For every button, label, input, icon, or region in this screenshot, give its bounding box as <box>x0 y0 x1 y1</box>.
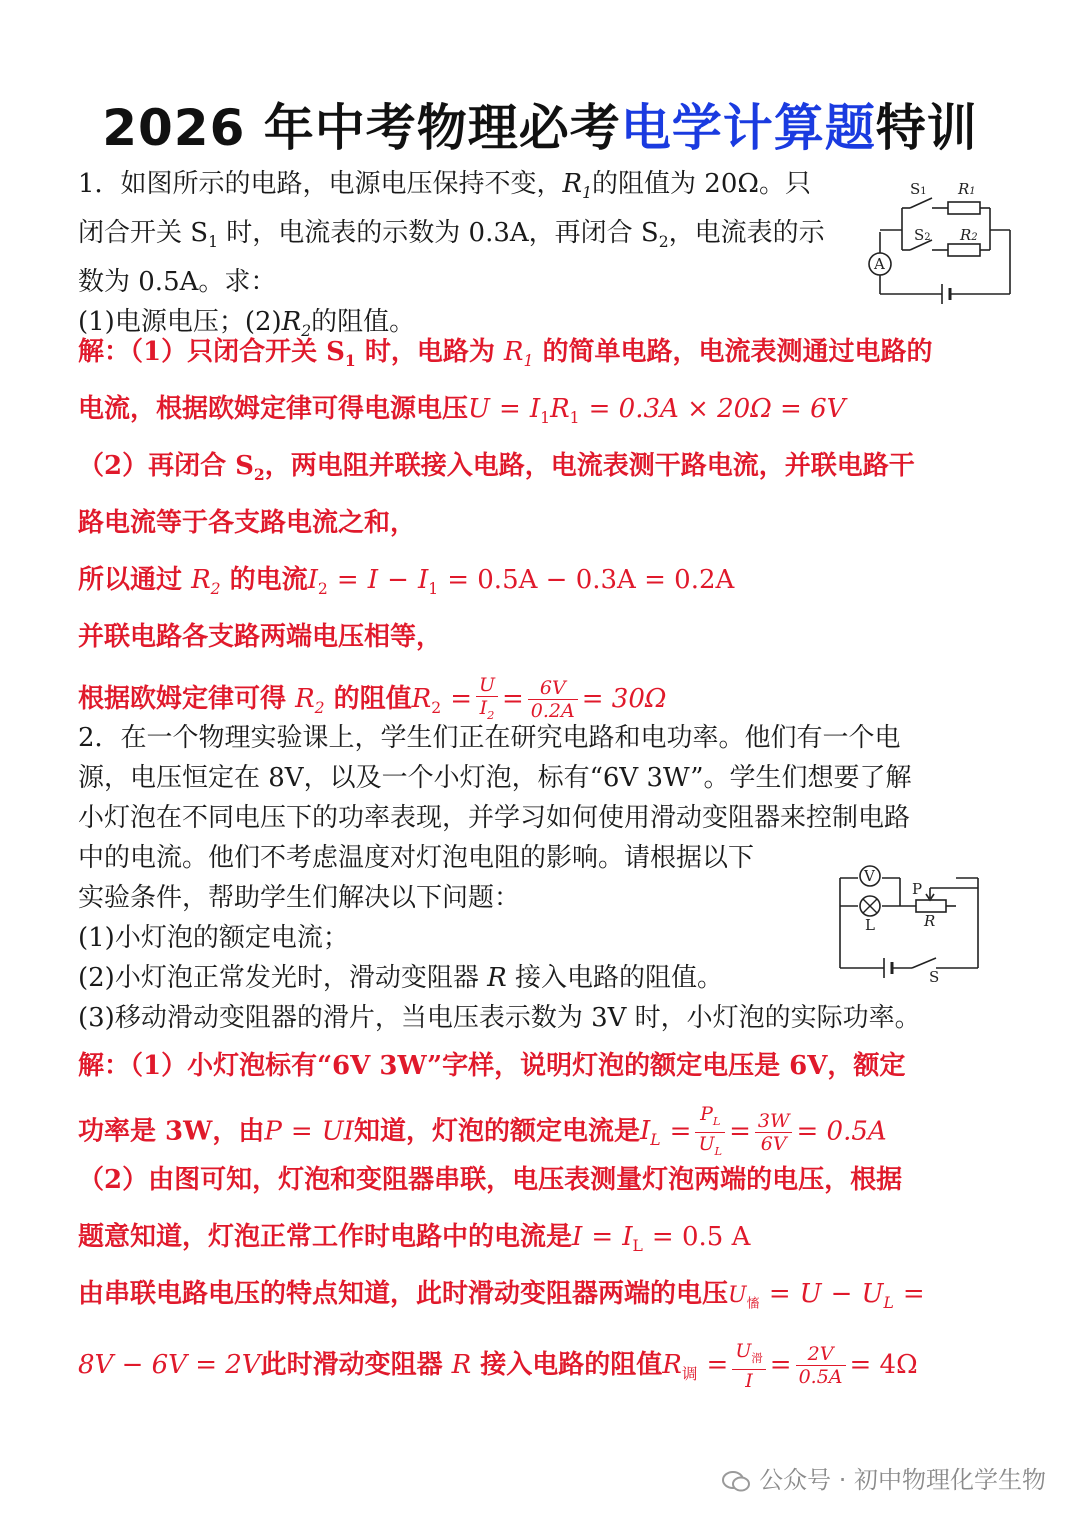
solution-2 <box>78 1046 1003 1397</box>
svg-text:R1: R1 <box>958 180 976 198</box>
circuit-diagram-1 <box>862 170 1022 306</box>
s2-line4: 题意知道，灯泡正常工作时电路中的电流是$I = I_L = 0.5$ A <box>78 1222 751 1256</box>
s1-line4: 路电流等于各支路电流之和， <box>78 508 417 538</box>
s1-line6: 并联电路各支路两端电压相等， <box>78 622 443 652</box>
footer-watermark <box>721 1460 1046 1495</box>
q2-line8: (3)移动滑动变阻器的滑片，当电压表示数为 3V 时，小灯泡的实际功率。 <box>78 1003 921 1033</box>
svg-text:P: P <box>912 880 923 898</box>
q2-line6: (1)小灯泡的额定电流； <box>78 923 349 953</box>
s1-line3: （2）再闭合 $S_2$，两电阻并联接入电路，电流表测干路电流，并联电路干 <box>78 451 915 485</box>
s1-line7: 根据欧姆定律可得 $R_2$ 的阻值$R_2$ = $\frac{U}{I_2}$ = $\frac{6V}{0.2A}$ = 30Ω <box>78 674 1003 731</box>
fraction-pl-over-ul: $\frac{P_L}{U_L}$ <box>695 1103 725 1162</box>
s2-line3: （2）由图可知，灯泡和变阻器串联，电压表测量灯泡两端的电压，根据 <box>78 1165 903 1195</box>
s1-line1: 解：（1）只闭合开关 $S_1$ 时，电路为 $R_1$ 的简单电路，电流表测通过电路的 <box>78 337 933 371</box>
s1-line2: 电流，根据欧姆定律可得电源电压$U = I_1R_1 = 0.3A \times 20\Omega = 6V$ <box>78 394 846 428</box>
q1-line3: 数为 0.5A。求： <box>78 267 277 298</box>
footer-text: 公众号 · 初中物理化学生物 <box>759 1466 1046 1494</box>
title-prefix: 2026 年中考物理必考 <box>102 99 621 157</box>
svg-text:L: L <box>865 916 875 934</box>
fraction-6v-over-0.2a: $\frac{6V}{0.2A}$ <box>528 677 578 722</box>
s2-line5: 由串联电路电压的特点知道，此时滑动变阻器两端的电压$U_慉 = U - U_L$ = <box>78 1279 925 1313</box>
s1-line5: 所以通过 $R_2$ 的电流$I_2 = I - I_1 = 0.5A - 0.3A = 0.2A$ <box>78 565 735 599</box>
q2-line4: 中的电流。他们不考虑温度对灯泡电阻的影响。请根据以下 <box>78 843 755 873</box>
svg-text:A: A <box>874 255 885 273</box>
q1-line2: 闭合开关 $S_1$ 时，电流表的示数为 0.3A，再闭合 $S_2$，电流表的示 <box>78 218 825 252</box>
svg-text:R2: R2 <box>960 226 978 244</box>
svg-text:V: V <box>864 867 875 885</box>
s2-line2: 功率是 3W，由P = UI知道，灯泡的额定电流是$I_L$ = $\frac{P_L}{U_L}$ = $\frac{3W}{6V}$ = 0.5A <box>78 1103 1003 1160</box>
svg-text:S: S <box>929 968 940 982</box>
solution-1 <box>78 332 1003 731</box>
fraction-u-slide-over-i: $\frac{U_滑}{I}$ <box>732 1340 765 1392</box>
q2-line3: 小灯泡在不同电压下的功率表现，并学习如何使用滑动变阻器来控制电路 <box>78 803 911 833</box>
wechat-icon <box>721 1469 751 1493</box>
svg-text:S1: S1 <box>910 180 927 198</box>
q1-line4: (1)电源电压；$(2)R_2$的阻值。 <box>78 307 416 341</box>
q2-line7: (2)小灯泡正常发光时，滑动变阻器 R 接入电路的阻值。 <box>78 963 723 993</box>
q2-line1: 2．在一个物理实验课上，学生们正在研究电路和电功率。他们有一个电 <box>78 723 901 753</box>
svg-text:R: R <box>924 912 936 930</box>
q1-line1: 1．如图所示的电路，电源电压保持不变，$R_1$的阻值为 20Ω。只 <box>78 169 811 203</box>
fraction-u-over-i2: $\frac{U}{I_2}$ <box>476 674 498 726</box>
title-suffix: 特训 <box>875 99 978 157</box>
q2-line5: 实验条件，帮助学生们解决以下问题： <box>78 883 521 913</box>
page-title <box>0 88 1080 160</box>
question-1 <box>78 164 868 352</box>
svg-text:S2: S2 <box>914 226 931 244</box>
s2-line6: 8V − 6V = 2V此时滑动变阻器 R 接入电路的阻值$R_调$ = $\frac{U_滑}{I}$ = $\frac{2V}{0.5A}$ = 4Ω <box>78 1340 918 1392</box>
fraction-2v-over-0.5a: $\frac{2V}{0.5A}$ <box>796 1343 846 1388</box>
title-highlight: 电学计算题 <box>620 99 876 157</box>
fraction-3w-over-6v: $\frac{3W}{6V}$ <box>755 1110 793 1155</box>
q2-line2: 源，电压恒定在 8V，以及一个小灯泡，标有“6V 3W”。学生们想要了解 <box>78 763 912 793</box>
circuit-diagram-2 <box>832 858 992 982</box>
s2-line1: 解：（1）小灯泡标有“6V 3W”字样，说明灯泡的额定电压是 6V，额定 <box>78 1051 906 1081</box>
